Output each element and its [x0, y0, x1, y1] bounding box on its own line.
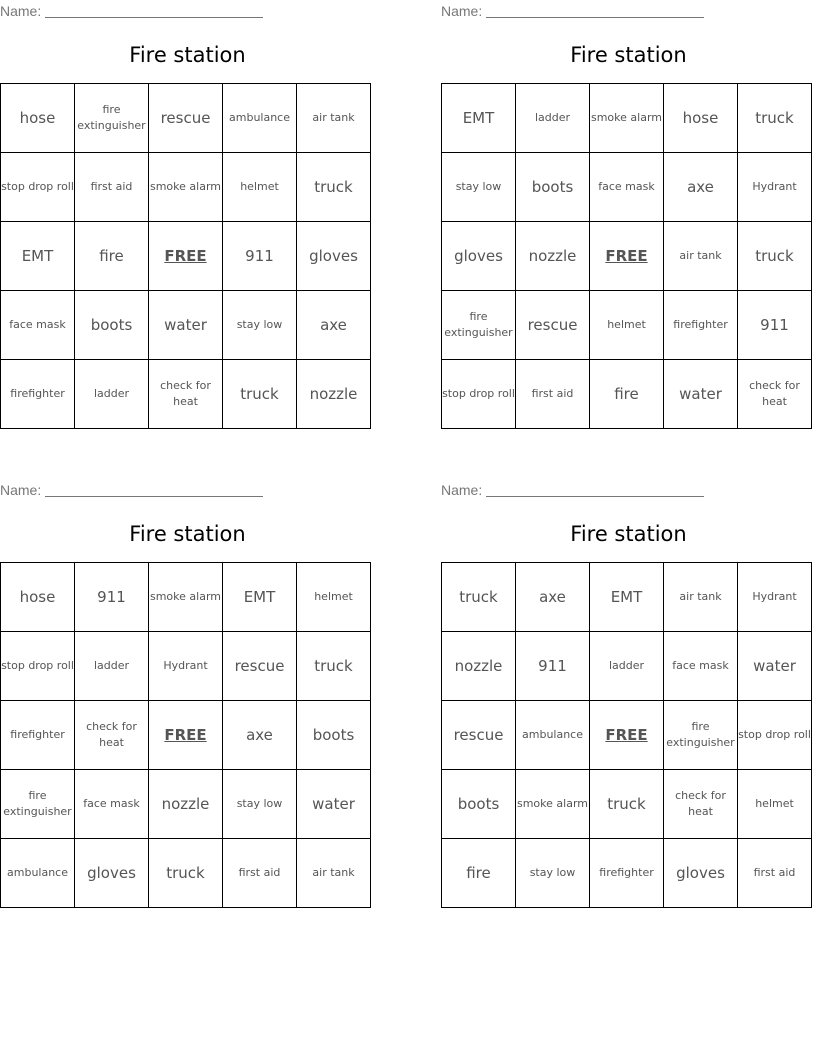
bingo-cell: Hydrant: [149, 632, 223, 701]
free-space-cell: FREE: [149, 222, 223, 291]
bingo-cell: helmet: [297, 563, 371, 632]
bingo-cell: axe: [297, 291, 371, 360]
name-label: Name:: [441, 482, 483, 498]
name-blank-line: [486, 16, 704, 18]
bingo-row: [442, 770, 812, 839]
bingo-cell: hose: [1, 84, 75, 153]
bingo-cell: stay low: [516, 839, 590, 908]
name-field: [441, 3, 704, 19]
bingo-cell: water: [297, 770, 371, 839]
card-title: Fire station: [570, 522, 687, 546]
name-label: Name:: [0, 3, 42, 19]
bingo-row: [442, 632, 812, 701]
bingo-cell: Hydrant: [738, 563, 812, 632]
bingo-cell: check for heat: [149, 360, 223, 429]
bingo-cell: 911: [75, 563, 149, 632]
bingo-grid: [441, 562, 812, 908]
bingo-cell: EMT: [590, 563, 664, 632]
bingo-cell: nozzle: [149, 770, 223, 839]
bingo-cell: stay low: [442, 153, 516, 222]
bingo-cell: ladder: [516, 84, 590, 153]
bingo-cell: fire: [442, 839, 516, 908]
bingo-row: [1, 770, 371, 839]
name-field: [441, 482, 704, 498]
bingo-cell: fire extinguisher: [1, 770, 75, 839]
card-title: Fire station: [570, 43, 687, 67]
bingo-cell: helmet: [223, 153, 297, 222]
name-field: [0, 482, 263, 498]
bingo-cell: axe: [664, 153, 738, 222]
bingo-cell: ladder: [75, 360, 149, 429]
free-space-cell: FREE: [590, 222, 664, 291]
bingo-cell: truck: [149, 839, 223, 908]
bingo-cell: rescue: [149, 84, 223, 153]
bingo-cell: hose: [1, 563, 75, 632]
bingo-cell: water: [738, 632, 812, 701]
bingo-cell: rescue: [442, 701, 516, 770]
bingo-cell: Hydrant: [738, 153, 812, 222]
bingo-cell: boots: [75, 291, 149, 360]
bingo-cell: truck: [590, 770, 664, 839]
bingo-cell: air tank: [664, 563, 738, 632]
bingo-cell: firefighter: [590, 839, 664, 908]
bingo-cell: face mask: [664, 632, 738, 701]
bingo-row: [442, 701, 812, 770]
bingo-cell: water: [149, 291, 223, 360]
bingo-cell: check for heat: [664, 770, 738, 839]
bingo-cell: truck: [738, 222, 812, 291]
bingo-cell: rescue: [516, 291, 590, 360]
bingo-cell: stop drop roll: [442, 360, 516, 429]
bingo-row: [1, 84, 371, 153]
bingo-grid: [0, 83, 371, 429]
bingo-row: [442, 563, 812, 632]
bingo-cell: smoke alarm: [149, 563, 223, 632]
bingo-cell: ambulance: [223, 84, 297, 153]
bingo-cell: check for heat: [738, 360, 812, 429]
bingo-cell: first aid: [223, 839, 297, 908]
bingo-cell: hose: [664, 84, 738, 153]
bingo-cell: ladder: [590, 632, 664, 701]
bingo-cell: helmet: [738, 770, 812, 839]
bingo-cell: nozzle: [442, 632, 516, 701]
bingo-cell: rescue: [223, 632, 297, 701]
bingo-cell: gloves: [664, 839, 738, 908]
card-title: Fire station: [129, 522, 246, 546]
bingo-cell: gloves: [75, 839, 149, 908]
bingo-row: [1, 839, 371, 908]
bingo-cell: firefighter: [664, 291, 738, 360]
bingo-grid: [0, 562, 371, 908]
bingo-cell: first aid: [516, 360, 590, 429]
bingo-cell: smoke alarm: [516, 770, 590, 839]
bingo-cell: ambulance: [516, 701, 590, 770]
name-label: Name:: [441, 3, 483, 19]
bingo-cell: first aid: [75, 153, 149, 222]
free-space-cell: FREE: [149, 701, 223, 770]
bingo-cell: 911: [738, 291, 812, 360]
bingo-cell: check for heat: [75, 701, 149, 770]
bingo-cell: smoke alarm: [149, 153, 223, 222]
bingo-cell: face mask: [75, 770, 149, 839]
bingo-cell: boots: [442, 770, 516, 839]
bingo-cell: helmet: [590, 291, 664, 360]
bingo-cell: truck: [738, 84, 812, 153]
free-space-cell: FREE: [590, 701, 664, 770]
bingo-cell: gloves: [442, 222, 516, 291]
bingo-cell: face mask: [590, 153, 664, 222]
bingo-row: [1, 563, 371, 632]
bingo-row: [1, 632, 371, 701]
bingo-cell: nozzle: [516, 222, 590, 291]
bingo-cell: stop drop roll: [1, 632, 75, 701]
bingo-cell: truck: [442, 563, 516, 632]
bingo-cell: EMT: [223, 563, 297, 632]
bingo-row: [1, 222, 371, 291]
bingo-cell: EMT: [442, 84, 516, 153]
bingo-cell: ambulance: [1, 839, 75, 908]
bingo-row: [1, 701, 371, 770]
bingo-cell: air tank: [297, 84, 371, 153]
bingo-row: [442, 84, 812, 153]
bingo-cell: boots: [516, 153, 590, 222]
bingo-cell: air tank: [664, 222, 738, 291]
bingo-row: [442, 291, 812, 360]
name-blank-line: [486, 495, 704, 497]
bingo-cell: 911: [223, 222, 297, 291]
bingo-cell: nozzle: [297, 360, 371, 429]
bingo-row: [1, 153, 371, 222]
card-title: Fire station: [129, 43, 246, 67]
bingo-row: [442, 222, 812, 291]
bingo-cell: smoke alarm: [590, 84, 664, 153]
bingo-row: [442, 153, 812, 222]
bingo-grid: [441, 83, 812, 429]
bingo-row: [442, 839, 812, 908]
bingo-cell: ladder: [75, 632, 149, 701]
bingo-cell: truck: [223, 360, 297, 429]
bingo-row: [442, 360, 812, 429]
bingo-row: [1, 360, 371, 429]
bingo-cell: axe: [516, 563, 590, 632]
bingo-cell: face mask: [1, 291, 75, 360]
name-blank-line: [45, 16, 263, 18]
bingo-cell: gloves: [297, 222, 371, 291]
bingo-cell: boots: [297, 701, 371, 770]
name-label: Name:: [0, 482, 42, 498]
bingo-cell: firefighter: [1, 360, 75, 429]
bingo-row: [1, 291, 371, 360]
bingo-cell: fire extinguisher: [664, 701, 738, 770]
name-field: [0, 3, 263, 19]
bingo-cell: stay low: [223, 291, 297, 360]
bingo-cell: axe: [223, 701, 297, 770]
bingo-cell: stop drop roll: [738, 701, 812, 770]
bingo-cell: firefighter: [1, 701, 75, 770]
bingo-cell: fire: [75, 222, 149, 291]
bingo-cell: fire: [590, 360, 664, 429]
bingo-cell: stop drop roll: [1, 153, 75, 222]
bingo-cell: first aid: [738, 839, 812, 908]
bingo-cell: truck: [297, 153, 371, 222]
bingo-cell: 911: [516, 632, 590, 701]
bingo-cell: EMT: [1, 222, 75, 291]
bingo-cell: truck: [297, 632, 371, 701]
bingo-cell: water: [664, 360, 738, 429]
bingo-cell: stay low: [223, 770, 297, 839]
bingo-cell: air tank: [297, 839, 371, 908]
bingo-cell: fire extinguisher: [442, 291, 516, 360]
bingo-cell: fire extinguisher: [75, 84, 149, 153]
name-blank-line: [45, 495, 263, 497]
